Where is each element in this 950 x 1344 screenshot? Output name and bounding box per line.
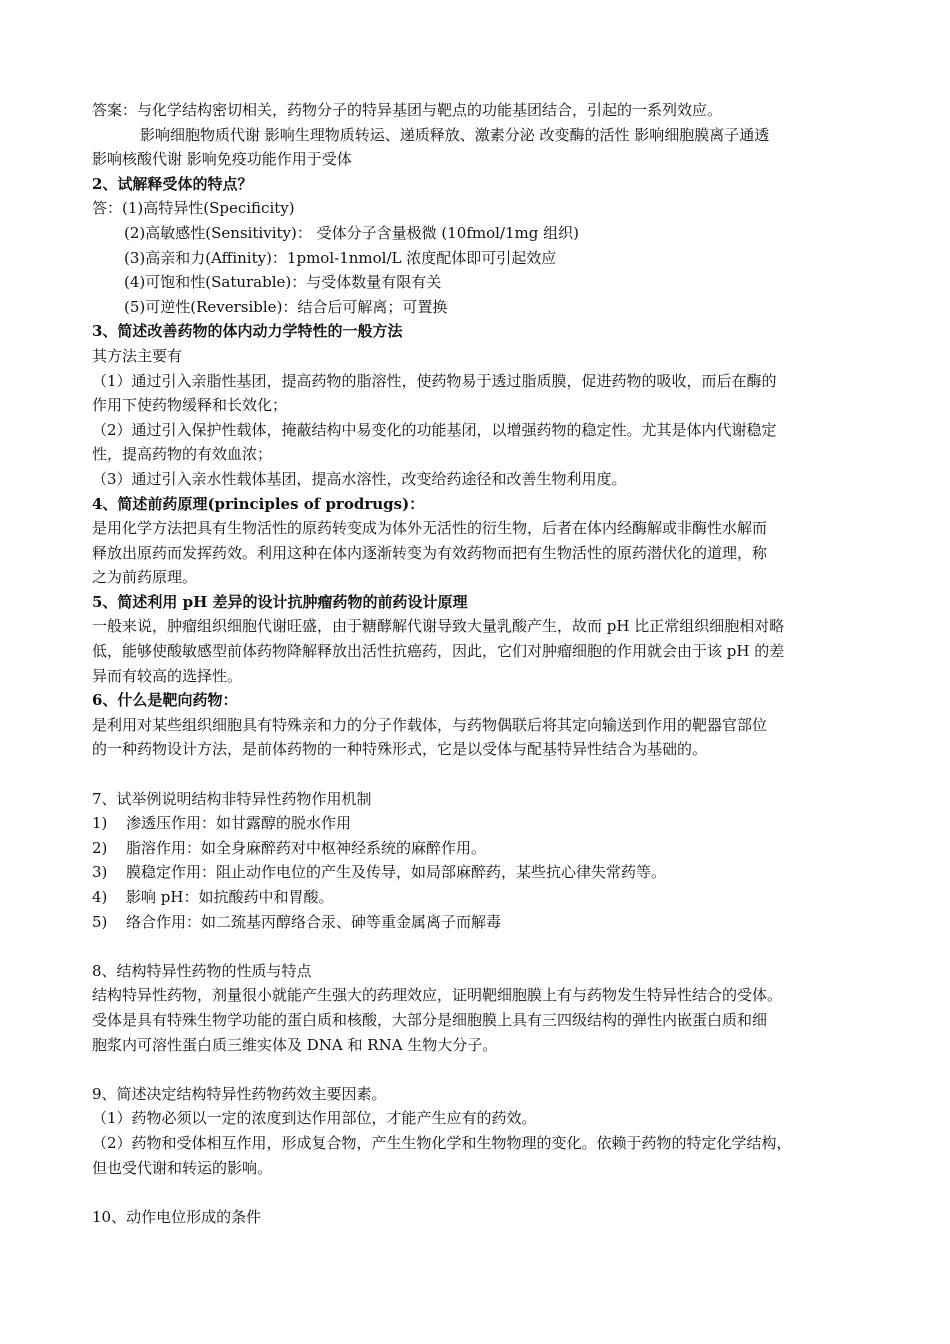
numbered-list-item xyxy=(92,836,858,861)
text-line: 但也受代谢和转运的影响。 xyxy=(92,1158,273,1177)
text-line: （3）通过引入亲水性载体基团，提高水溶性，改变给药途径和改善生物利用度。 xyxy=(92,469,627,488)
text-line: 影响细胞物质代谢 影响生理物质转运、递质释放、激素分泌 改变酶的活性 影响细胞膜离子通透 xyxy=(140,125,770,144)
list-number: 4) xyxy=(92,888,108,906)
text-line: 答：(1)高特异性(Specificity) xyxy=(92,199,295,218)
numbered-list-item xyxy=(92,885,858,910)
list-item-text: 影响 pH：如抗酸药中和胃酸。 xyxy=(126,888,334,906)
numbered-list-item xyxy=(92,860,858,885)
text-line: 答案：与化学结构密切相关，药物分子的特异基团与靶点的功能基团结合，引起的一系列效应。 xyxy=(92,101,723,119)
list-item-text: 渗透压作用：如甘露醇的脱水作用 xyxy=(126,814,352,833)
question-heading: 5、简述利用 pH 差异的设计抗肿瘤药物的前药设计原理 xyxy=(92,592,468,611)
list-item-text: 脂溶作用：如全身麻醉药对中枢神经系统的麻醉作用。 xyxy=(126,838,487,857)
list-item-text: 膜稳定作用：阻止动作电位的产生及传导，如局部麻醉药，某些抗心律失常药等。 xyxy=(126,863,667,882)
text-line: 一般来说，肿瘤组织细胞代谢旺盛，由于糖酵解代谢导致大量乳酸产生，故而 pH 比正常组织细胞相对略 xyxy=(92,617,785,636)
blank-line xyxy=(92,1057,858,1082)
text-line: 低，能够使酸敏感型前体药物降解释放出活性抗癌药，因此，它们对肿瘤细胞的作用就会由于该 pH 的差 xyxy=(92,642,785,661)
list-number: 5) xyxy=(92,912,108,931)
text-line: 8、结构特异性药物的性质与特点 xyxy=(92,961,312,980)
text-line: 是用化学方法把具有生物活性的原药转变成为体外无活性的衍生物，后者在体内经酶解或非酶性水解而 xyxy=(92,519,768,538)
text-line: 是利用对某些组织细胞具有特殊亲和力的分子作载体，与药物偶联后将其定向输送到作用的靶器官部位 xyxy=(92,715,768,734)
text-line: 9、简述决定结构特异性药物药效主要因素。 xyxy=(92,1084,387,1103)
document-body xyxy=(92,98,858,1229)
text-line: 结构特异性药物，剂量很小就能产生强大的药理效应，证明靶细胞膜上有与药物发生特异性结合的受体。 xyxy=(92,986,783,1005)
text-line: 性，提高药物的有效血浓； xyxy=(92,445,273,464)
numbered-list-item xyxy=(92,910,858,935)
text-line: （2）药物和受体相互作用，形成复合物，产生生物化学和生物物理的变化。依赖于药物的特定化学结构， xyxy=(92,1133,792,1152)
text-line: 10、动作电位形成的条件 xyxy=(92,1207,262,1226)
question-heading: 6、什么是靶向药物： xyxy=(92,691,238,710)
text-line: 之为前药原理。 xyxy=(92,568,198,587)
text-line: (5)可逆性(Reversible)：结合后可解离；可置换 xyxy=(124,297,448,316)
text-line: （2）通过引入保护性载体，掩蔽结构中易变化的功能基闭，以增强药物的稳定性。尤其是体内代谢稳定 xyxy=(92,420,777,439)
text-line: (3)高亲和力(Affinity)：1pmol-1nmol/L 浓度配体即可引起效应 xyxy=(124,248,557,267)
text-line: 受体是具有特殊生物学功能的蛋白质和核酸，大部分是细胞膜上具有三四级结构的弹性内嵌蛋白质和细 xyxy=(92,1010,768,1029)
list-number: 2) xyxy=(92,838,108,857)
text-line: 异而有较高的选择性。 xyxy=(92,666,243,685)
question-heading: 2、试解释受体的特点？ xyxy=(92,174,253,193)
text-line: (2)高敏感性(Sensitivity)： 受体分子含量极微 (10fmol/1mg 组织) xyxy=(124,223,579,242)
text-line: 作用下使药物缓释和长效化； xyxy=(92,396,288,415)
blank-line xyxy=(92,1180,858,1205)
text-line: 7、试举例说明结构非特异性药物作用机制 xyxy=(92,789,372,808)
text-line: 其方法主要有 xyxy=(92,346,183,365)
text-line: 释放出原药而发挥药效。利用这种在体内逐渐转变为有效药物而把有生物活性的原药潜伏化的道理，称 xyxy=(92,543,768,562)
list-number: 3) xyxy=(92,863,108,882)
list-number: 1) xyxy=(92,814,108,833)
text-line: 的一种药物设计方法，是前体药物的一种特殊形式，它是以受体与配基特异性结合为基础的。 xyxy=(92,740,708,759)
text-line: (4)可饱和性(Saturable)：与受体数量有限有关 xyxy=(124,273,442,292)
question-heading: 4、简述前药原理(principles of prodrugs)： xyxy=(92,494,425,513)
text-line: （1）药物必须以一定的浓度到达作用部位，才能产生应有的药效。 xyxy=(92,1109,537,1128)
text-line: 胞浆内可溶性蛋白质三维实体及 DNA 和 RNA 生物大分子。 xyxy=(92,1035,498,1054)
blank-line xyxy=(92,762,858,787)
text-line: （1）通过引入亲脂性基团，提高药物的脂溶性，使药物易于透过脂质膜，促进药物的吸收，而后在酶的 xyxy=(92,371,777,390)
question-heading: 3、简述改善药物的体内动力学特性的一般方法 xyxy=(92,322,403,341)
text-line: 影响核酸代谢 影响免疫功能作用于受体 xyxy=(92,150,352,169)
blank-line xyxy=(92,934,858,959)
list-item-text: 络合作用：如二巯基丙醇络合汞、砷等重金属离子而解毒 xyxy=(126,912,502,931)
numbered-list-item xyxy=(92,811,858,836)
